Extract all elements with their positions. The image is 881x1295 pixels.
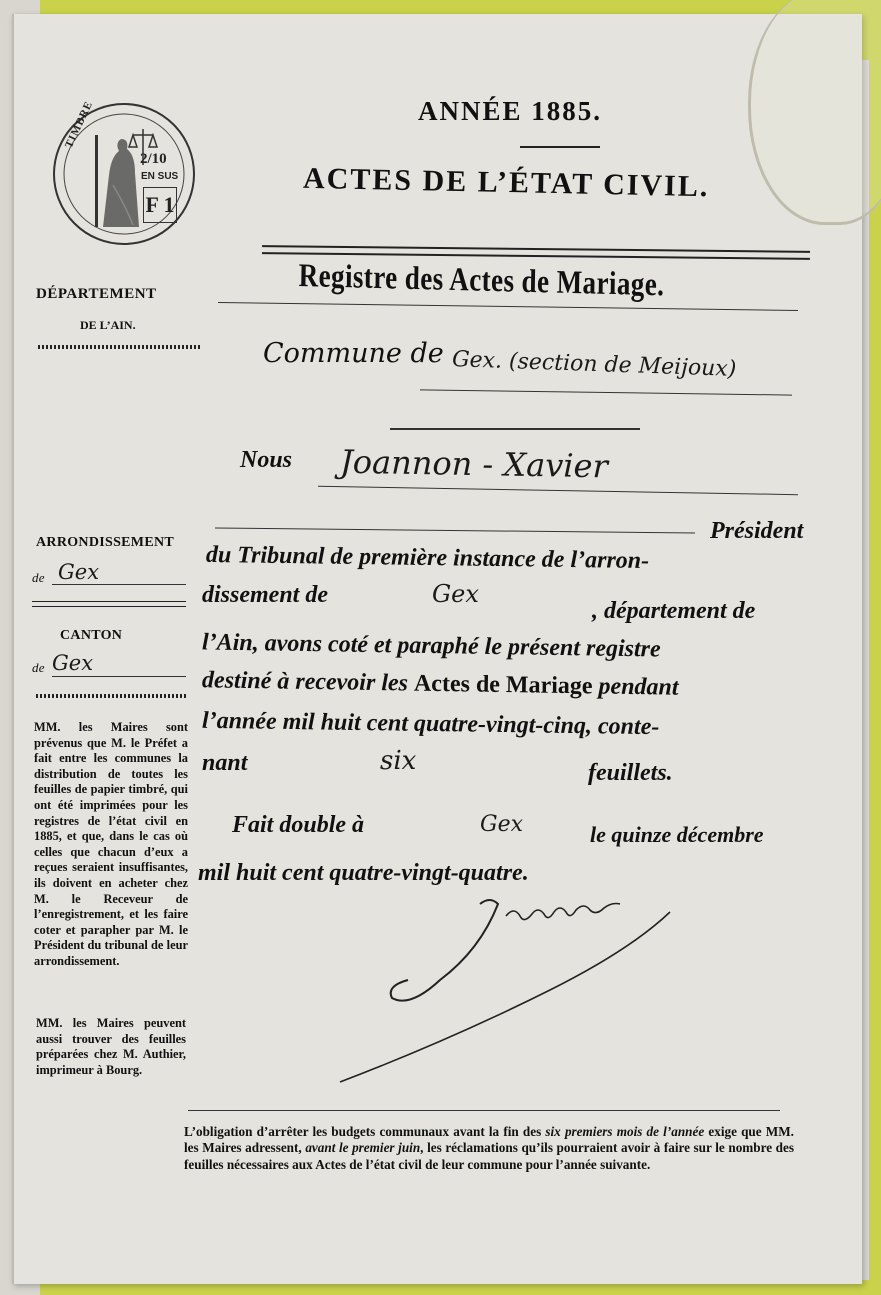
- signature: [330, 890, 690, 1090]
- prefect-notice: MM. les Maires sont prévenus que M. le Préfet a fait entre les communes la distribution de toutes les feuilles de papier timbré, qui ont été imprimées pour les registres de l’état civil en 1885, et que, dans le cas où celles que chacun d’eux a reçues seraient insuffisantes, ils doivent en acheter chez M. le Receveur de l’enregistrement, et les faire coter et parapher par M. le Président du tribunal de leur arrondissement.: [34, 720, 188, 968]
- body-line-6a: nant: [202, 750, 248, 776]
- footer-divider: [188, 1110, 780, 1111]
- fill-line: [52, 584, 186, 585]
- leaf-count-field: six: [380, 746, 417, 776]
- double-divider: [32, 601, 186, 607]
- stamp-word: TIMBRE: [63, 99, 96, 151]
- nous-label: Nous: [240, 447, 293, 473]
- canton-label: CANTON: [60, 628, 123, 643]
- page-title: ACTES DE L’ÉTAT CIVIL.: [302, 161, 710, 204]
- ornamental-divider: [38, 345, 200, 349]
- commune-label: Commune de: [263, 338, 444, 369]
- arrondissement-prefix: de: [32, 570, 45, 585]
- body-line-2a: dissement de: [202, 582, 328, 608]
- footer-text-d: avant le premier juin: [305, 1140, 421, 1156]
- body-line-7b: le quinze décembre: [590, 822, 764, 847]
- body-line-8: mil huit cent quatre-vingt-quatre.: [198, 860, 529, 886]
- arrondissement-field: Gex: [432, 580, 479, 608]
- ornamental-divider: [36, 694, 186, 698]
- footer-text-c: exige que MM. les Maires adressent,: [184, 1124, 794, 1156]
- canton-prefix: de: [32, 660, 45, 675]
- body-line-5: l’année mil huit cent quatre-vingt-cinq, conte-: [201, 707, 660, 741]
- official-name: Joannon - Xavier: [339, 442, 609, 486]
- president-label: Président: [710, 518, 804, 544]
- body-line-6b: feuillets.: [588, 760, 673, 786]
- body-line-7a: Fait double à: [232, 812, 365, 838]
- ornamental-divider: [390, 428, 640, 430]
- footer-text-e: , les réclamations qu’ils pourraient avoir à faire sur le nombre des feuilles nécessaires aux Actes de l’état civil de leur commune pour l’année suivante.: [184, 1140, 794, 1172]
- department-label: DÉPARTEMENT: [36, 286, 157, 302]
- body-line-2b: , département de: [592, 598, 756, 624]
- printer-notice: MM. les Maires peuvent aussi trouver des feuilles préparées chez M. Authier, imprimeur à Bourg.: [36, 1016, 186, 1077]
- footer-text-b: six premiers mois de l’année: [545, 1124, 705, 1139]
- canton-value: Gex: [52, 651, 94, 675]
- commune-value: Gex. (section de Meijoux): [451, 347, 737, 382]
- arrondissement-value: Gex: [58, 560, 100, 584]
- stamp-value: 2/10: [140, 151, 167, 167]
- stamp-letter: F 1: [143, 187, 177, 223]
- budget-notice: [184, 1124, 794, 1173]
- body-line-3: l’Ain, avons coté et paraphé le présent registre: [201, 629, 661, 663]
- body-line-4a: destiné à recevoir les: [201, 667, 409, 697]
- arrondissement-label: ARRONDISSEMENT: [36, 535, 174, 550]
- body-line-4b: Actes de Mariage: [413, 670, 593, 700]
- place-field: Gex: [480, 812, 524, 837]
- body-line-1: du Tribunal de première instance de l’arron-: [205, 541, 650, 575]
- timbre-stamp: [53, 99, 195, 245]
- footer-text-a: L’obligation d’arrêter les budgets communaux avant la fin des: [184, 1124, 546, 1139]
- register-title: Registre des Actes de Mariage.: [298, 258, 665, 304]
- year-heading: ANNÉE 1885.: [418, 96, 603, 126]
- department-value: DE L’AIN.: [80, 318, 136, 332]
- stamp-en-sus: EN SUS: [141, 171, 179, 182]
- fill-line: [52, 676, 186, 677]
- divider: [520, 146, 600, 148]
- body-line-4c: pendant: [598, 673, 679, 701]
